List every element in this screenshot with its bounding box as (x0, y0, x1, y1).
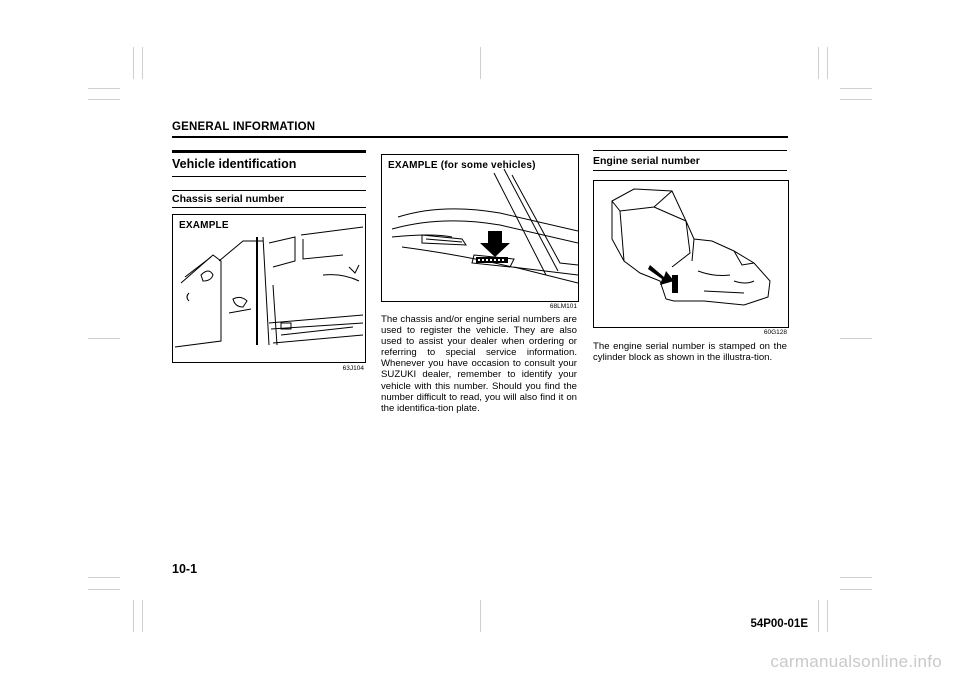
chassis-description-paragraph: The chassis and/or engine serial numbers are used to register the vehicle. They are also used to assist your dealer when ordering or referring to special service information. Whenever you have occasion to consult your SUZUKI dealer, remember to identify your vehicle with this number. Should you find the number difficult to read, you will also find it on the identifica-tion plate. (381, 314, 577, 414)
watermark-link[interactable]: carmanualsonline.info (770, 652, 942, 671)
crop-mark (142, 47, 143, 79)
crop-mark (88, 589, 120, 590)
header-section-title: GENERAL INFORMATION (172, 121, 316, 133)
subheading-rule-top (172, 190, 366, 191)
heading-rule-bottom (172, 176, 366, 177)
crop-mark (818, 600, 819, 632)
crop-mark (133, 600, 134, 632)
car-door-illustration (173, 215, 365, 362)
engine-description-paragraph: The engine serial number is stamped on the cylinder block as shown in the illustra-tion. (593, 341, 787, 364)
crop-mark (827, 600, 828, 632)
page-number: 10-1 (172, 562, 198, 576)
crop-mark (88, 338, 120, 339)
crop-mark (840, 577, 872, 578)
crop-mark (88, 99, 120, 100)
middle-figure-code: 68LM101 (549, 303, 577, 310)
crop-mark (142, 600, 143, 632)
crop-mark (480, 600, 481, 632)
crop-mark (827, 47, 828, 79)
crop-mark (480, 47, 481, 79)
crop-mark (840, 338, 872, 339)
document-code: 54P00-01E (750, 618, 808, 630)
door-sill-illustration (382, 155, 578, 301)
subheading-rule-bottom (172, 207, 366, 208)
middle-figure-label: EXAMPLE (for some vehicles) (388, 160, 536, 171)
vehicle-identification-heading: Vehicle identification (172, 157, 297, 171)
crop-mark (133, 47, 134, 79)
crop-mark (840, 589, 872, 590)
crop-mark (840, 99, 872, 100)
chassis-figure-label: EXAMPLE (179, 220, 229, 231)
middle-figure (381, 154, 579, 302)
engine-subheading-rule-top (593, 150, 787, 151)
crop-mark (88, 88, 120, 89)
header-rule (172, 136, 788, 138)
crop-mark (840, 88, 872, 89)
engine-serial-heading: Engine serial number (593, 155, 700, 167)
engine-subheading-rule-bottom (593, 170, 787, 171)
engine-block-illustration (594, 181, 788, 327)
chassis-figure-code: 63J104 (342, 365, 364, 372)
crop-mark (88, 577, 120, 578)
engine-figure-code: 60G128 (763, 329, 787, 336)
chassis-serial-heading: Chassis serial number (172, 193, 285, 205)
heading-rule-top (172, 150, 366, 153)
chassis-figure (172, 214, 366, 363)
crop-mark (818, 47, 819, 79)
engine-figure (593, 180, 789, 328)
